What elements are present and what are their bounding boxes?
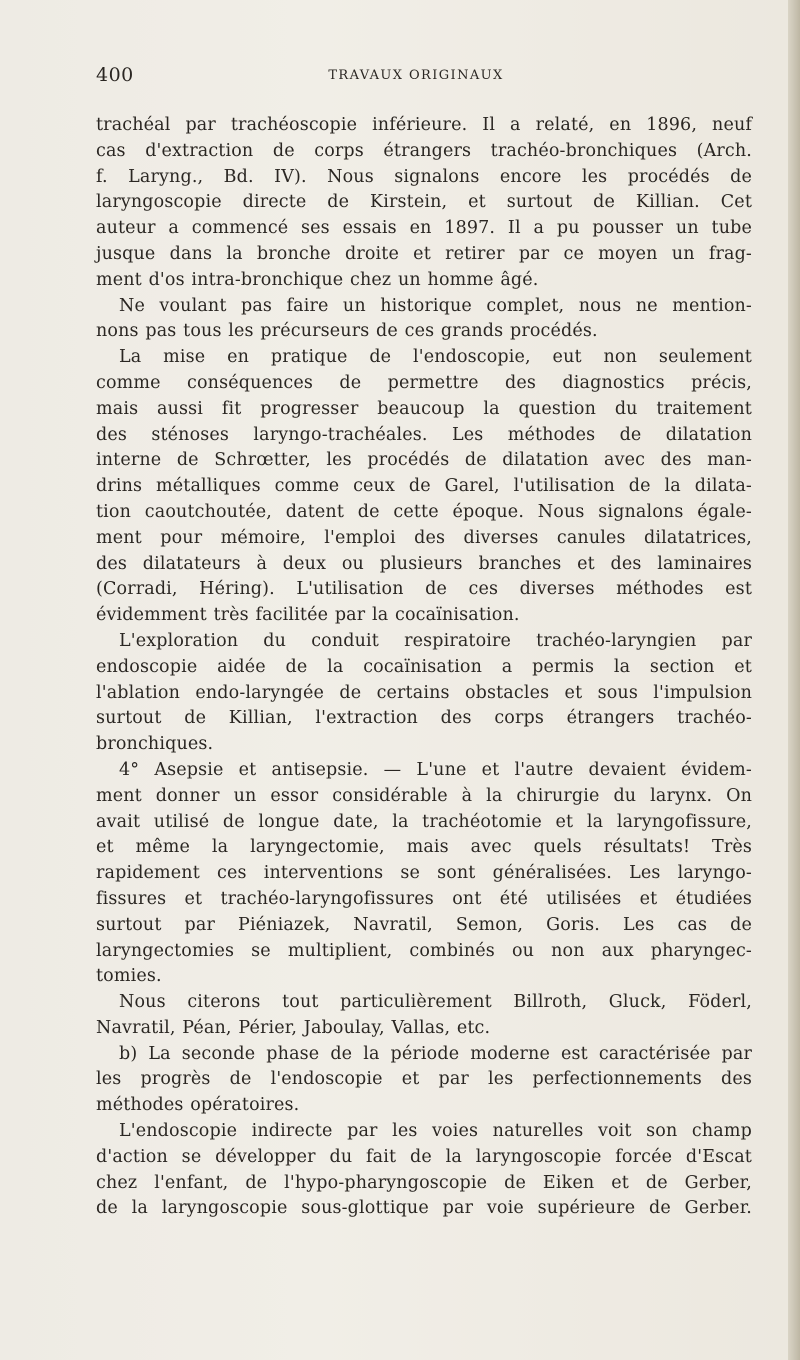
text-line: comme conséquences de permettre des diagnostics précis, <box>96 372 752 393</box>
text-line: fissures et trachéo-laryngofissures ont été utilisées et étudiées <box>96 888 752 909</box>
text-line: (Corradi, Héring). L'utilisation de ces diverses méthodes est <box>96 579 752 600</box>
text-line: Navratil, Péan, Périer, Jaboulay, Vallas, etc. <box>96 1017 491 1038</box>
text-line: évidemment très facilitée par la cocaïnisation. <box>96 605 520 626</box>
text-line: les progrès de l'endoscopie et par les perfectionnements des <box>96 1069 752 1090</box>
book-binding-edge <box>788 0 800 1360</box>
text-line: avait utilisé de longue date, la trachéotomie et la laryngofissure, <box>96 811 752 832</box>
page-number: 400 <box>96 64 134 86</box>
text-line: endoscopie aidée de la cocaïnisation a permis la section et <box>96 656 752 677</box>
text-line: ment d'os intra-bronchique chez un homme âgé. <box>96 269 539 290</box>
text-line: et même la laryngectomie, mais avec quels résultats! Très <box>96 837 752 858</box>
text-line: de la laryngoscopie sous-glottique par voie supérieure de Gerber. <box>96 1198 752 1219</box>
text-line: d'action se développer du fait de la laryngoscopie forcée d'Escat <box>96 1146 752 1167</box>
text-line: des sténoses laryngo-trachéales. Les méthodes de dilatation <box>96 424 752 445</box>
text-line: L'exploration du conduit respiratoire trachéo-laryngien par <box>119 630 752 651</box>
text-line: l'ablation endo-laryngée de certains obstacles et sous l'impulsion <box>96 682 752 703</box>
text-line: auteur a commencé ses essais en 1897. Il a pu pousser un tube <box>96 218 752 239</box>
text-line: Ne voulant pas faire un historique complet, nous ne mention- <box>119 295 752 316</box>
text-line: interne de Schrœtter, les procédés de dilatation avec des man- <box>96 450 752 471</box>
text-line: Nous citerons tout particulièrement Billroth, Gluck, Föderl, <box>119 992 752 1013</box>
text-line: jusque dans la bronche droite et retirer par ce moyen un frag- <box>96 243 752 264</box>
text-line: mais aussi fit progresser beaucoup la question du traitement <box>96 398 752 419</box>
text-line: drins métalliques comme ceux de Garel, l'utilisation de la dilata- <box>96 476 752 497</box>
text-line: surtout de Killian, l'extraction des corps étrangers trachéo- <box>96 708 752 729</box>
text-line: rapidement ces interventions se sont généralisées. Les laryngo- <box>96 863 752 884</box>
body-text <box>96 113 752 1222</box>
text-line: ment pour mémoire, l'emploi des diverses canules dilatatrices, <box>96 527 752 548</box>
running-title: TRAVAUX ORIGINAUX <box>328 68 504 83</box>
text-line: tomies. <box>96 966 162 987</box>
text-line: ment donner un essor considérable à la chirurgie du larynx. On <box>96 785 752 806</box>
text-line: méthodes opératoires. <box>96 1095 300 1116</box>
text-line: laryngectomies se multiplient, combinés ou non aux pharyngec- <box>96 940 752 961</box>
text-line: tion caoutchoutée, datent de cette époque. Nous signalons égale- <box>96 501 752 522</box>
page-header <box>96 64 756 94</box>
text-line: bronchiques. <box>96 734 214 755</box>
text-line: surtout par Piéniazek, Navratil, Semon, Goris. Les cas de <box>96 914 752 935</box>
text-line: f. Laryng., Bd. IV). Nous signalons encore les procédés de <box>96 166 752 187</box>
text-line: des dilatateurs à deux ou plusieurs branches et des laminaires <box>96 553 752 574</box>
text-line: L'endoscopie indirecte par les voies naturelles voit son champ <box>119 1121 752 1142</box>
text-line: nons pas tous les précurseurs de ces grands procédés. <box>96 321 598 342</box>
text-line: b) La seconde phase de la période moderne est caractérisée par <box>119 1043 752 1064</box>
text-line: chez l'enfant, de l'hypo-pharyngoscopie de Eiken et de Gerber, <box>96 1172 752 1193</box>
text-line: cas d'extraction de corps étrangers trachéo-bronchiques (Arch. <box>96 140 752 161</box>
text-line: La mise en pratique de l'endoscopie, eut non seulement <box>119 347 752 368</box>
text-line: trachéal par trachéoscopie inférieure. Il a relaté, en 1896, neuf <box>96 115 752 135</box>
text-line: 4° Asepsie et antisepsie. — L'une et l'autre devaient évidem- <box>119 759 752 780</box>
text-line: laryngoscopie directe de Kirstein, et surtout de Killian. Cet <box>96 192 752 213</box>
